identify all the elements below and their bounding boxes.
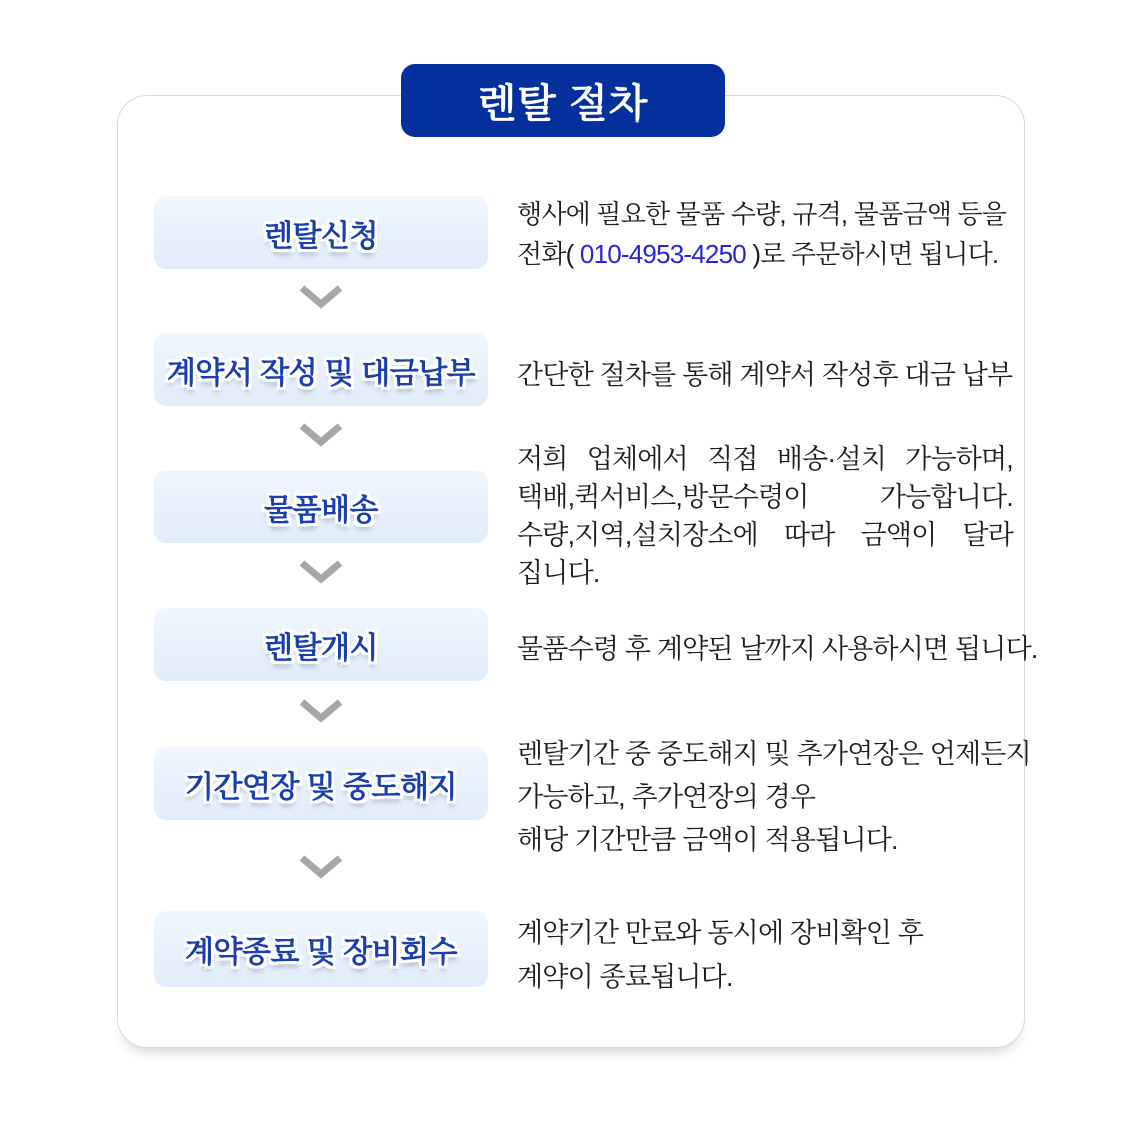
phone-suffix: )로 주문하시면 됩니다.: [745, 239, 999, 269]
chevron-down-icon: [298, 423, 344, 447]
description-line: 행사에 필요한 물품 수량, 규격, 물품금액 등을: [517, 199, 1007, 229]
description-line: 가능하고, 추가연장의 경우: [517, 782, 816, 812]
step-description-contract-end: [517, 911, 1021, 999]
description-line: 간단한 절차를 통해 계약서 작성후 대금 납부: [517, 360, 1013, 390]
step-description-rental-start: [517, 630, 1038, 668]
step-label: 물품배송: [264, 493, 378, 527]
chevron-down-icon: [298, 560, 344, 584]
description-line: 집니다.: [517, 558, 600, 588]
step-box-delivery: [154, 470, 488, 543]
title-badge: [401, 64, 725, 137]
chevron-down-icon: [298, 699, 344, 723]
phone-number[interactable]: 010-4953-4250: [579, 239, 746, 269]
step-label: 계약서 작성 및 대금납부: [166, 356, 476, 390]
step-description-contract-payment: [517, 356, 1021, 394]
step-box-rental-start: [154, 608, 488, 681]
step-box-rental-apply: [154, 196, 488, 269]
step-label: 기간연장 및 중도해지: [185, 770, 457, 804]
step-box-extension-termination: [154, 747, 488, 820]
step-description-delivery: [517, 440, 1013, 592]
description-line: 계약기간 만료와 동시에 장비확인 후: [517, 918, 924, 948]
description-line: 수량,지역,설치장소에 따라 금액이 달라: [517, 520, 1013, 550]
step-label: 렌탈신청: [264, 219, 378, 253]
step-label: 계약종료 및 장비회수: [185, 936, 457, 969]
phone-prefix: 전화(: [517, 239, 580, 269]
step-description-rental-apply: [517, 194, 1021, 274]
description-line: 계약이 종료됩니다.: [517, 962, 733, 992]
description-line: 해당 기간만큼 금액이 적용됩니다.: [517, 825, 898, 855]
description-line: 저희 업체에서 직접 배송·설치 가능하며,: [517, 444, 1013, 474]
step-box-contract-end: [154, 911, 488, 987]
description-line: 물품수령 후 계약된 날까지 사용하시면 됩니다.: [517, 634, 1038, 664]
step-description-extension-termination: [517, 733, 1031, 862]
page-title: 렌탈 절차: [477, 82, 649, 126]
step-label: 렌탈개시: [264, 631, 378, 665]
description-line: 택배,퀵서비스,방문수령이 가능합니다.: [517, 482, 1013, 512]
chevron-down-icon: [298, 855, 344, 879]
description-line: 렌탈기간 중 중도해지 및 추가연장은 언제든지: [517, 739, 1031, 769]
chevron-down-icon: [298, 285, 344, 309]
step-box-contract-payment: [154, 333, 488, 406]
description-line: [517, 234, 1021, 274]
